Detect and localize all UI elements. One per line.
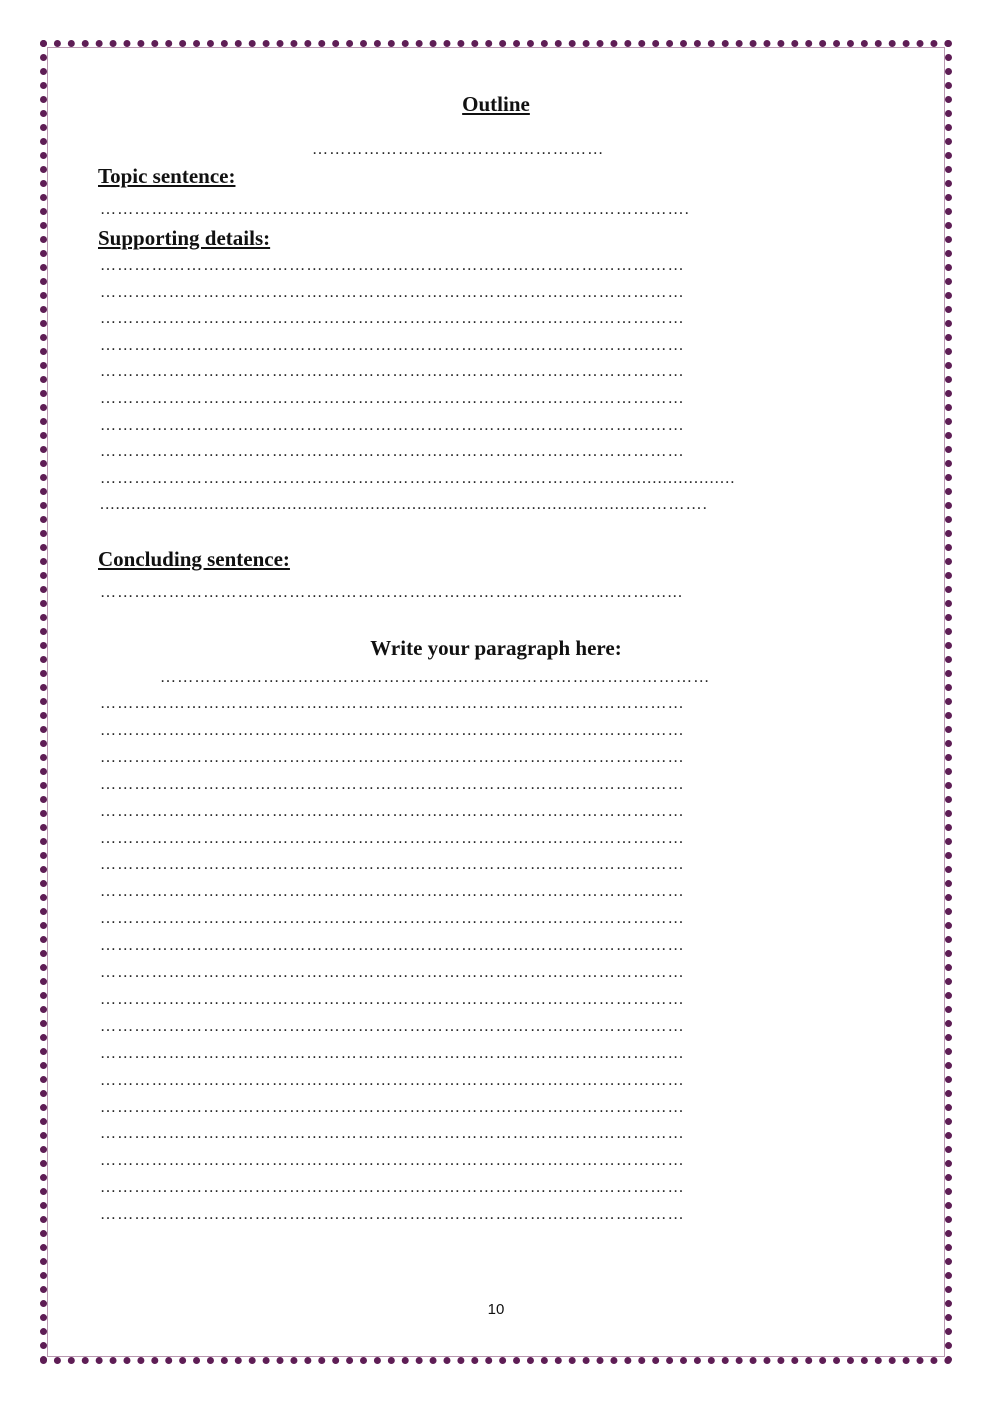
outline-title: Outline (462, 92, 530, 116)
fill-line: ………………………………………………………………………………………… (100, 937, 685, 955)
paragraph-first-line: …………………………………………………………………………………… (160, 669, 711, 686)
fill-line: ………………………………………………………………………………………… (100, 856, 685, 874)
fill-line: ………………………………………………………………………………………… (100, 964, 685, 981)
fill-line: ………………………………………………………………………………………… (100, 910, 685, 928)
fill-line: ………………………………………………………………………………………… (100, 829, 685, 847)
fill-line: ………………………………………………………………………………………… (100, 802, 685, 820)
fill-line: ………………………………………………………………………………………… (100, 721, 685, 739)
paragraph-heading: Write your paragraph here: (370, 636, 622, 660)
fill-line: ………………………………………………………………………………………… (100, 1152, 685, 1170)
fill-line: ………………………………………………………………………………………… (100, 775, 685, 793)
fill-line: ..........................................................................................................………. (100, 496, 708, 514)
fill-line: ………………………………………………………………………………………… (100, 257, 685, 274)
fill-line: ………………………………………………………………………………………… (100, 1017, 685, 1035)
fill-line: ………………………………………………………………………………………… (100, 1125, 685, 1143)
concluding-fill-line: ………………………………………………………………………………………... (100, 584, 684, 601)
fill-line: ………………………………………………………………………………………… (100, 1179, 685, 1197)
fill-line: ………………………………………………………………………………………… (100, 1044, 685, 1062)
topic-fill-line: …………………………………………………………………………………………. (100, 201, 690, 218)
fill-line: ………………………………………………………………………………………… (100, 443, 685, 461)
fill-line: ………………………………………………………………………………………… (100, 310, 685, 328)
topic-sentence-label: Topic sentence: (98, 164, 236, 188)
fill-line: ………………………………………………………………………………………… (100, 416, 685, 434)
title-fill-line: …………………………………………… (312, 141, 605, 158)
fill-line: ………………………………………………………………………………………… (100, 883, 685, 901)
fill-line: ………………………………………………………………………………………… (100, 363, 685, 381)
fill-line: ………………………………………………………………………………………… (100, 283, 685, 301)
fill-line: ………………………………………………………………………………………… (100, 695, 685, 712)
concluding-sentence-label: Concluding sentence: (98, 547, 290, 571)
fill-line: ………………………………………………………………………………………… (100, 336, 685, 354)
fill-line: ………………………………………………………………………………....................... (100, 469, 736, 487)
fill-line: ………………………………………………………………………………………… (100, 748, 685, 766)
page-number: 10 (487, 1301, 505, 1318)
fill-line: ………………………………………………………………………………………… (100, 390, 685, 407)
fill-line: ………………………………………………………………………………………… (100, 1206, 685, 1224)
fill-line: ………………………………………………………………………………………… (100, 1071, 685, 1089)
supporting-details-label: Supporting details: (98, 226, 271, 250)
fill-line: ………………………………………………………………………………………… (100, 1098, 685, 1116)
fill-line: ………………………………………………………………………………………… (100, 990, 685, 1008)
